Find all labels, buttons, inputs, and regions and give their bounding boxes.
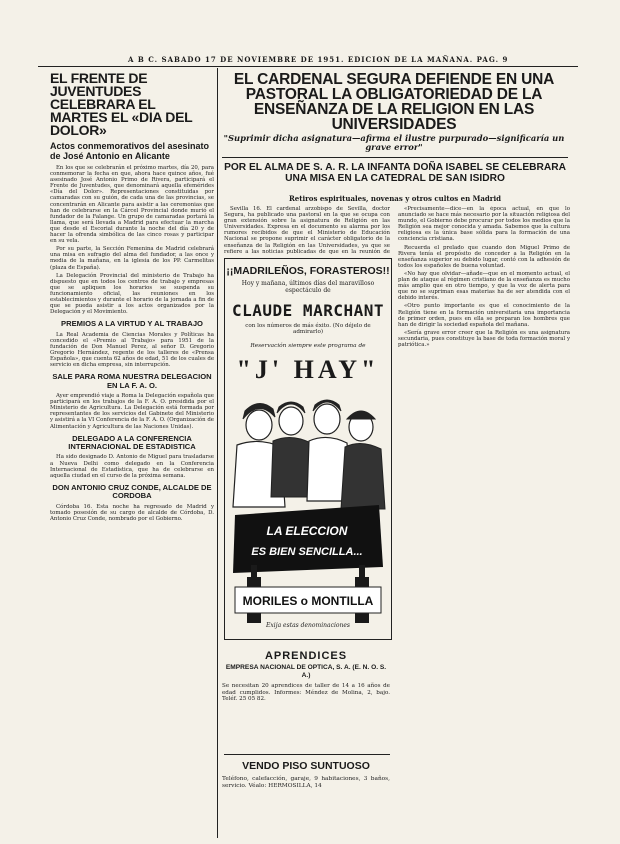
piso-ad bbox=[222, 760, 390, 789]
main-headline: EL CARDENAL SEGURA DEFIENDE EN UNA PASTORAL LA OBLIGATORIEDAD DE LA ENSEÑANZA DE LA RELIGION EN LAS UNIVERSIDADES bbox=[233, 71, 555, 133]
main-paragraph: Sevilla 16. El cardenal arzobispo de Sevilla, doctor Segura, ha publicado una pastoral en la que se ocupa con gran extensión sobre la asignatura de Religión en las Universidades. Expresa en el documento su alarma por los rumores recibidos de que el Ministerio de Educación Nacional se propone suprimir el carácter obligatorio de la enseñanza de la Religión en las Universidades, ya que se refiere a las noticias publicadas de que en la reunión de bbox=[224, 206, 390, 254]
main-paragraph: Recuerda el prelado que cuando don Miguel Primo de Rivera tenía el propósito de conceder a la Religión en la enseñanza superior su debido lugar, contó con la adhesión de todos los españoles de buena voluntad. bbox=[398, 244, 570, 269]
column-divider bbox=[217, 68, 218, 838]
ad-performer-name: CLAUDE MARCHANT bbox=[232, 301, 384, 320]
second-subhead: Retiros espirituales, novenas y otros cultos en Madrid bbox=[288, 194, 502, 203]
ad-line: Hoy y mañana, últimos días del maravilloso espectáculo de bbox=[241, 280, 375, 294]
main-paragraph: «No hay que olvidar—añade—que en el momento actual, el plan de ataque al régimen cristiano de la enseñanza es mucho más amplio que en otro tiempo, y que la voz de alerta para que no se supriman esas materias ha de ser atendida con el debido interés. bbox=[398, 270, 570, 302]
ad-slogan-line-2: ES BIEN SENCILLA... bbox=[251, 546, 363, 558]
ad-illustration bbox=[229, 397, 387, 635]
section-text-premios: La Real Academia de Ciencias Morales y Políticas ha concedido el «Premio al Trabajo» para 1951 de la fundación de Don Manuel Perez, al señor D. Gregorio Gregorio Hernández, regente de los talleres de «Prensa Española», que cuenta 62 años de edad, 51 de los cuales de servicio en dicha empresa, sin interrupción. bbox=[50, 331, 214, 369]
left-column bbox=[50, 72, 214, 832]
headline-rule bbox=[222, 157, 568, 158]
ad-slogan-line-1: LA ELECCION bbox=[266, 524, 348, 538]
left-paragraph: En los que se celebrarán el próximo martes, día 20, para conmemorar la fecha en que, ahora hace quince años, fué asesinado José Antonio Primo de Rivera, participará el Frente de Juventudes, que denominará aquella efemérides «Día del Dolor». Representaciones constituidas por camaradas con su guión, de cada una de las provincias, se concentrarán en Alicante para asistir a las ceremonias que han de celebrarse en la Cárcel Provincial donde murió el fundador de la Falange. Un grupo de camaradas portará la llama, que será llevada a Madrid para efectuar la marcha que desde el Escorial durante la noche del día 20 y de hacer la ofrenda simbólica de las cinco rosas y participar en su vela. bbox=[50, 165, 214, 245]
left-subhead: Actos conmemorativos del asesinato de José Antonio en Alicante bbox=[50, 141, 210, 161]
ad-headline: ¡¡MADRILEÑOS, FORASTEROS!! bbox=[226, 265, 390, 277]
main-paragraph: «Otro punto importante es que el conocimiento de la Religión tiene en la formación universitaria una importancia de primer orden, pues en ella se preparan los hombres que han de dirigir la sociedad española del mañana. bbox=[398, 303, 570, 328]
aprendices-title: APRENDICES bbox=[264, 650, 348, 662]
ad-brand: MORILES o MONTILLA bbox=[242, 594, 374, 608]
main-paragraph: «Precisamente—dice—en la época actual, en que lo anunciado se hace más necesario por la situación religiosa del mundo, el Gobierno debe procurar por todos los medios que la Religión sea mejor conocida y amada. Sabemos que la cultura religiosa es la única base sólida para la formación de una conciencia cristiana. bbox=[398, 206, 570, 243]
aprendices-firm: EMPRESA NACIONAL DE OPTICA, S. A. (E. N. O. S. A.) bbox=[225, 664, 387, 679]
main-column-b bbox=[398, 206, 570, 834]
main-paragraph: «Sería grave error creer que la Religión es una asignatura secundaria, pues constituye la base de toda formación moral y patriótica.» bbox=[398, 329, 570, 348]
aprendices-ad bbox=[222, 650, 390, 702]
ad-brand-sub: Exija estas denominaciones bbox=[266, 622, 350, 629]
ad-figures-illustration bbox=[229, 397, 387, 635]
piso-title: VENDO PISO SUNTUOSO bbox=[242, 760, 370, 772]
left-paragraph: La Delegación Provincial del ministerio de Trabajo ha dispuesto que en todos los centros de trabajo y empresas que se apliquen los horarios se suspenda su funcionamiento oficial, las reuniones en los establecimientos y durante el horario de la jornada a fin de que se pueda asistir a los actos organizados por la Delegación y el Movimiento. bbox=[50, 272, 214, 316]
aprendices-text: Se necesitan 20 aprendices de taller de 14 a 16 años de edad cumplidos. Informes: Méndez de Molina, 2, bajo. Teléf. 25 05 82. bbox=[222, 683, 390, 702]
running-head: A B C. SABADO 17 DE NOVIEMBRE DE 1951. EDICION DE LA MAÑANA. PAG. 9 bbox=[128, 55, 509, 64]
main-column-a bbox=[224, 206, 390, 254]
section-text-estadistica: Ha sido designado D. Antonio de Miguel para trasladarse a Nueva Delhi como delegado en la Conferencia Internacional de Estadística, que ha de celebrarse en aquella ciudad en el curso de la próxima semana. bbox=[50, 454, 214, 479]
left-paragraph: Por su parte, la Sección Femenina de Madrid celebrará una misa en sufragio del alma del fundador, a las once y media de la mañana, en la iglesia de los PP. Carmelitas (plaza de España). bbox=[50, 246, 214, 271]
ad-box bbox=[224, 258, 392, 640]
section-text-fao: Ayer emprendió viaje a Roma la Delegación española que participará en los trabajos de la F. A. O. presidida por el Ministerio de Agricultura. La Delegación está formada por representantes de los servicios del Gabinete del Ministerio y asistirá a la VI Conferencia de la F. A. O. (Organización de Alimentación y Agricultura de las Naciones Unidas). bbox=[50, 393, 214, 430]
left-headline: EL FRENTE DE JUVENTUDES CELEBRARA EL MARTES EL «DIA DEL DOLOR» bbox=[50, 72, 193, 138]
ad-line: Reservación siempre este programa de bbox=[250, 343, 366, 349]
section-title-fao: SALE PARA ROMA NUESTRA DELEGACION EN LA F. A. O. bbox=[52, 372, 212, 390]
piso-text: Teléfono, calefacción, garaje, 9 habitaciones, 3 baños, servicio. Véalo: HERMOSILLA, 14 bbox=[222, 776, 390, 789]
section-text-cordoba: Córdoba 16. Esta noche ha regresado de Madrid y tomado posesión de su cargo de alcalde de Córdoba, D. Antonio Cruz Conde, nombrado por el Gobierno. bbox=[50, 503, 214, 522]
section-title-estadistica: DELEGADO A LA CONFERENCIA INTERNACIONAL DE ESTADISTICA bbox=[68, 433, 196, 451]
ad-venue: "J' HAY" bbox=[236, 355, 380, 384]
main-subhead: "Suprimir dicha asignatura—afirma el ilustre purpurado—significaría un grave error" bbox=[223, 133, 565, 152]
ad-separator bbox=[224, 754, 390, 755]
second-headline: POR EL ALMA DE S. A. R. LA INFANTA DOÑA ISABEL SE CELEBRARA UNA MISA EN LA CATEDRAL DE SAN ISIDRO bbox=[224, 162, 566, 184]
ad-line: con los números de más éxito. (No déjelo de admirarlo) bbox=[245, 323, 371, 335]
section-title-cordoba: DON ANTONIO CRUZ CONDE, ALCALDE DE CORDOBA bbox=[52, 482, 212, 501]
top-rule bbox=[38, 66, 578, 67]
section-title-premios: PREMIOS A LA VIRTUD Y AL TRABAJO bbox=[61, 319, 203, 329]
